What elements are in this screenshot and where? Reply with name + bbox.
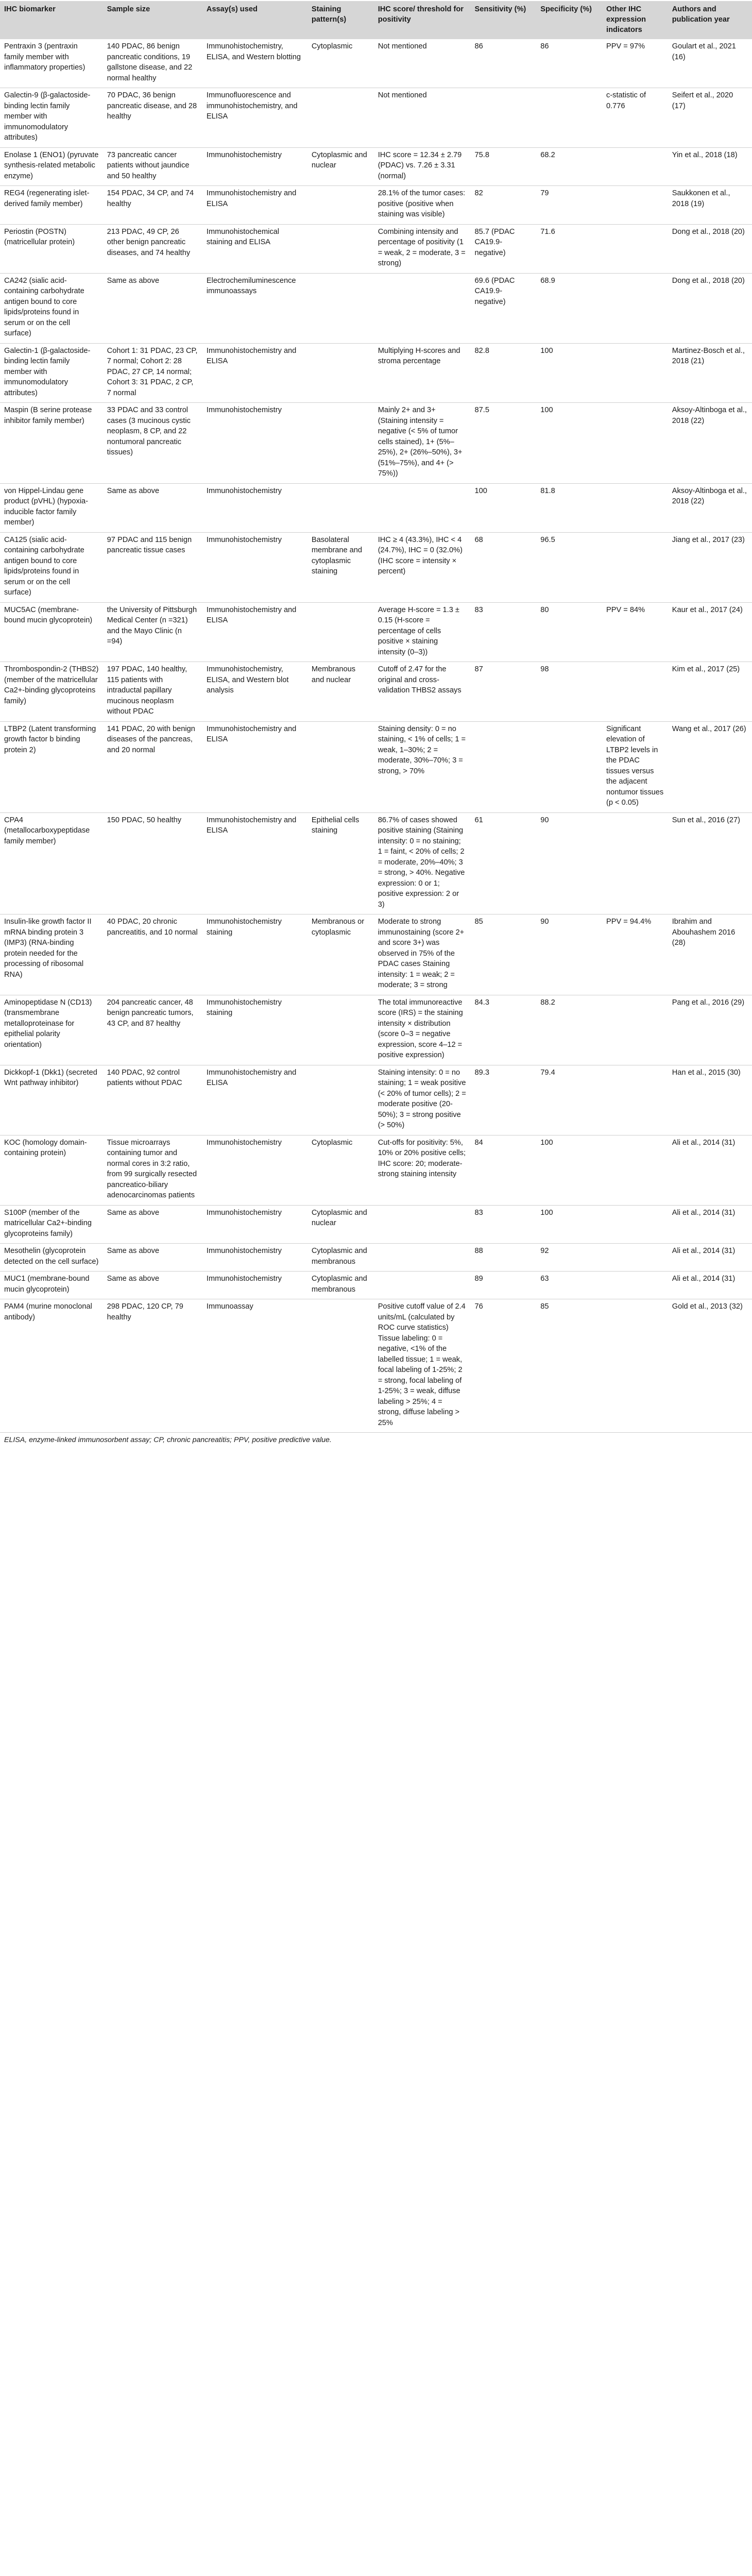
- reference-cell: Kim et al., 2017 (25): [668, 662, 752, 722]
- table-row: [0, 273, 752, 343]
- score-cell: The total immunoreactive score (IRS) = the staining intensity × distribution (score 0–3 = negative expression, score 4–12 = positive expression): [374, 995, 471, 1065]
- specificity-cell: 100: [536, 1135, 602, 1205]
- sensitivity-cell: 89: [471, 1272, 537, 1299]
- sensitivity-cell: [471, 88, 537, 148]
- specificity-cell: 81.8: [536, 483, 602, 532]
- assay-cell: Immunofluorescence and immunohistochemistry, and ELISA: [202, 88, 307, 148]
- specificity-cell: 71.6: [536, 224, 602, 273]
- sample-size-cell: 40 PDAC, 20 chronic pancreatitis, and 10 normal: [103, 914, 202, 995]
- reference-cell: Ali et al., 2014 (31): [668, 1205, 752, 1244]
- other-indicators-cell: [602, 186, 668, 225]
- staining-cell: Basolateral membrane and cytoplasmic staining: [307, 532, 374, 602]
- table-row: [0, 88, 752, 148]
- table-row: [0, 1244, 752, 1272]
- score-cell: [374, 1244, 471, 1272]
- staining-cell: [307, 224, 374, 273]
- score-cell: Cut-offs for positivity: 5%, 10% or 20% positive cells; IHC score: 20; moderate-strong staining intensity: [374, 1135, 471, 1205]
- column-header: IHC score/ threshold for positivity: [374, 1, 471, 39]
- score-cell: [374, 483, 471, 532]
- sensitivity-cell: 68: [471, 532, 537, 602]
- assay-cell: Immunohistochemistry staining: [202, 914, 307, 995]
- staining-cell: [307, 1065, 374, 1135]
- score-cell: Not mentioned: [374, 39, 471, 88]
- sample-size-cell: Tissue microarrays containing tumor and normal cores in 3:2 ratio, from 99 surgically resected pancreatico-biliary adenocarcinomas patients: [103, 1135, 202, 1205]
- sensitivity-cell: 89.3: [471, 1065, 537, 1135]
- sensitivity-cell: 87: [471, 662, 537, 722]
- reference-cell: Dong et al., 2018 (20): [668, 273, 752, 343]
- sample-size-cell: 213 PDAC, 49 CP, 26 other benign pancreatic diseases, and 74 healthy: [103, 224, 202, 273]
- table-row: [0, 721, 752, 812]
- sensitivity-cell: 88: [471, 1244, 537, 1272]
- score-cell: [374, 1205, 471, 1244]
- specificity-cell: 96.5: [536, 532, 602, 602]
- staining-cell: Membranous or cytoplasmic: [307, 914, 374, 995]
- sample-size-cell: Same as above: [103, 273, 202, 343]
- column-header: IHC biomarker: [0, 1, 103, 39]
- reference-cell: Aksoy-Altinboga et al., 2018 (22): [668, 403, 752, 484]
- assay-cell: Immunohistochemistry: [202, 403, 307, 484]
- specificity-cell: 86: [536, 39, 602, 88]
- sensitivity-cell: 85: [471, 914, 537, 995]
- column-header: Authors and publication year: [668, 1, 752, 39]
- assay-cell: Immunohistochemistry and ELISA: [202, 602, 307, 662]
- sample-size-cell: 33 PDAC and 33 control cases (3 mucinous cystic neoplasm, 8 CP, and 22 nontumoral pancreatic tissues): [103, 403, 202, 484]
- score-cell: Cutoff of 2.47 for the original and cross-validation THBS2 assays: [374, 662, 471, 722]
- assay-cell: Electrochemiluminescence immunoassays: [202, 273, 307, 343]
- sample-size-cell: the University of Pittsburgh Medical Center (n =321) and the Mayo Clinic (n =94): [103, 602, 202, 662]
- reference-cell: Han et al., 2015 (30): [668, 1065, 752, 1135]
- score-cell: Staining density: 0 = no staining, < 1% of cells; 1 = weak, 1–30%; 2 = moderate, 30%–70%; 3 = strong, > 70%: [374, 721, 471, 812]
- reference-cell: Yin et al., 2018 (18): [668, 147, 752, 186]
- assay-cell: Immunohistochemistry and ELISA: [202, 1065, 307, 1135]
- table-row: [0, 995, 752, 1065]
- other-indicators-cell: [602, 343, 668, 403]
- reference-cell: Goulart et al., 2021 (16): [668, 39, 752, 88]
- staining-cell: [307, 186, 374, 225]
- specificity-cell: 90: [536, 812, 602, 914]
- specificity-cell: [536, 721, 602, 812]
- sensitivity-cell: 87.5: [471, 403, 537, 484]
- score-cell: [374, 273, 471, 343]
- sample-size-cell: Same as above: [103, 483, 202, 532]
- score-cell: Not mentioned: [374, 88, 471, 148]
- staining-cell: [307, 483, 374, 532]
- table-row: [0, 914, 752, 995]
- specificity-cell: [536, 88, 602, 148]
- other-indicators-cell: PPV = 84%: [602, 602, 668, 662]
- score-cell: IHC ≥ 4 (43.3%), IHC < 4 (24.7%), IHC = 0 (32.0%) (IHC score = intensity × percent): [374, 532, 471, 602]
- other-indicators-cell: [602, 147, 668, 186]
- table-row: [0, 602, 752, 662]
- staining-cell: Cytoplasmic: [307, 1135, 374, 1205]
- assay-cell: Immunohistochemistry staining: [202, 995, 307, 1065]
- staining-cell: Cytoplasmic: [307, 39, 374, 88]
- reference-cell: Seifert et al., 2020 (17): [668, 88, 752, 148]
- assay-cell: Immunohistochemistry and ELISA: [202, 343, 307, 403]
- score-cell: Staining intensity: 0 = no staining; 1 = weak positive (< 20% of tumor cells); 2 = moderate positive (20-50%); 3 = strong positive (> 50%): [374, 1065, 471, 1135]
- sample-size-cell: 140 PDAC, 86 benign pancreatic conditions, 19 gallstone disease, and 22 normal healthy: [103, 39, 202, 88]
- assay-cell: Immunohistochemistry: [202, 483, 307, 532]
- table-row: [0, 483, 752, 532]
- other-indicators-cell: [602, 483, 668, 532]
- score-cell: Positive cutoff value of 2.4 units/mL (calculated by ROC curve statistics) Tissue labeling: 0 = negative, <1% of the labelled tissue; 1 = weak, focal labeling of 1-25%; 2 = strong, focal labeling of 1-25%; 3 = weak, diffuse labeling > 25%; 4 = strong, diffuse labeling > 25%: [374, 1299, 471, 1433]
- specificity-cell: 88.2: [536, 995, 602, 1065]
- sample-size-cell: 154 PDAC, 34 CP, and 74 healthy: [103, 186, 202, 225]
- sensitivity-cell: 86: [471, 39, 537, 88]
- other-indicators-cell: [602, 273, 668, 343]
- staining-cell: [307, 602, 374, 662]
- assay-cell: Immunohistochemistry and ELISA: [202, 721, 307, 812]
- staining-cell: [307, 343, 374, 403]
- biomarker-cell: Enolase 1 (ENO1) (pyruvate synthesis-related metabolic enzyme): [0, 147, 103, 186]
- table-row: [0, 662, 752, 722]
- sensitivity-cell: 85.7 (PDAC CA19.9-negative): [471, 224, 537, 273]
- other-indicators-cell: [602, 532, 668, 602]
- specificity-cell: 85: [536, 1299, 602, 1433]
- sensitivity-cell: 84.3: [471, 995, 537, 1065]
- sample-size-cell: 197 PDAC, 140 healthy, 115 patients with intraductal papillary mucinous neoplasm without PDAC: [103, 662, 202, 722]
- sample-size-cell: 140 PDAC, 92 control patients without PDAC: [103, 1065, 202, 1135]
- sample-size-cell: 204 pancreatic cancer, 48 benign pancreatic tumors, 43 CP, and 87 healthy: [103, 995, 202, 1065]
- sensitivity-cell: 76: [471, 1299, 537, 1433]
- score-cell: Mainly 2+ and 3+ (Staining intensity = negative (< 5% of tumor cells stained), 1+ (5%–25%), 2+ (26%–50%), 3+ (51%–75%), and 4+ (> 75%)): [374, 403, 471, 484]
- sample-size-cell: 150 PDAC, 50 healthy: [103, 812, 202, 914]
- biomarker-cell: von Hippel-Lindau gene product (pVHL) (hypoxia-inducible factor family member): [0, 483, 103, 532]
- reference-cell: Pang et al., 2016 (29): [668, 995, 752, 1065]
- other-indicators-cell: [602, 1272, 668, 1299]
- biomarker-cell: KOC (homology domain-containing protein): [0, 1135, 103, 1205]
- other-indicators-cell: PPV = 94.4%: [602, 914, 668, 995]
- assay-cell: Immunohistochemistry: [202, 1272, 307, 1299]
- score-cell: Multiplying H-scores and stroma percentage: [374, 343, 471, 403]
- reference-cell: Ali et al., 2014 (31): [668, 1135, 752, 1205]
- sensitivity-cell: 82: [471, 186, 537, 225]
- score-cell: 86.7% of cases showed positive staining (Staining intensity: 0 = no staining; 1 = faint, < 20% of cells; 2 = moderate, 20%–40%; 3 = strong, > 40%. Negative expression: 0 or 1; positive expression: 2 or 3): [374, 812, 471, 914]
- assay-cell: Immunohistochemistry and ELISA: [202, 186, 307, 225]
- score-cell: Moderate to strong immunostaining (score 2+ and score 3+) was observed in 75% of the PDAC cases Staining intensity: 1 = weak; 2 = moderate; 3 = strong: [374, 914, 471, 995]
- table-header: [0, 1, 752, 39]
- specificity-cell: 79: [536, 186, 602, 225]
- table-row: [0, 186, 752, 225]
- other-indicators-cell: PPV = 97%: [602, 39, 668, 88]
- sample-size-cell: Cohort 1: 31 PDAC, 23 CP, 7 normal; Cohort 2: 28 PDAC, 27 CP, 14 normal; Cohort 3: 31 PDAC, 2 CP, 7 normal: [103, 343, 202, 403]
- sensitivity-cell: 100: [471, 483, 537, 532]
- staining-cell: [307, 88, 374, 148]
- table-footnote: ELISA, enzyme-linked immunosorbent assay; CP, chronic pancreatitis; PPV, positive predictive value.: [4, 1436, 332, 1444]
- staining-cell: [307, 403, 374, 484]
- assay-cell: Immunohistochemistry: [202, 147, 307, 186]
- biomarker-cell: Thrombospondin-2 (THBS2) (member of the matricellular Ca2+-binding glycoproteins family): [0, 662, 103, 722]
- biomarker-cell: Aminopeptidase N (CD13) (transmembrane metalloproteinase for epithelial polarity orientation): [0, 995, 103, 1065]
- staining-cell: Epithelial cells staining: [307, 812, 374, 914]
- other-indicators-cell: [602, 224, 668, 273]
- biomarker-cell: CA125 (sialic acid-containing carbohydrate antigen bound to core lipids/proteins found in serum or on the cell surface): [0, 532, 103, 602]
- sample-size-cell: Same as above: [103, 1244, 202, 1272]
- biomarker-cell: LTBP2 (Latent transforming growth factor b binding protein 2): [0, 721, 103, 812]
- biomarker-cell: S100P (member of the matricellular Ca2+-binding glycoproteins family): [0, 1205, 103, 1244]
- table-row: [0, 1065, 752, 1135]
- table-row: [0, 343, 752, 403]
- specificity-cell: 100: [536, 1205, 602, 1244]
- specificity-cell: 68.9: [536, 273, 602, 343]
- score-cell: Average H-score = 1.3 ± 0.15 (H-score = percentage of cells positive × staining intensity (0–3)): [374, 602, 471, 662]
- sensitivity-cell: 83: [471, 602, 537, 662]
- other-indicators-cell: [602, 1135, 668, 1205]
- sensitivity-cell: 69.6 (PDAC CA19.9-negative): [471, 273, 537, 343]
- column-header: Other IHC expression indicators: [602, 1, 668, 39]
- assay-cell: Immunohistochemistry, ELISA, and Western blotting: [202, 39, 307, 88]
- other-indicators-cell: Significant elevation of LTBP2 levels in the PDAC tissues versus the adjacent nontumor tissues (p < 0.05): [602, 721, 668, 812]
- assay-cell: Immunoassay: [202, 1299, 307, 1433]
- assay-cell: Immunohistochemistry: [202, 1205, 307, 1244]
- reference-cell: Ali et al., 2014 (31): [668, 1272, 752, 1299]
- biomarker-cell: Galectin-1 (β-galactoside-binding lectin family member with immunomodulatory attributes): [0, 343, 103, 403]
- other-indicators-cell: [602, 1065, 668, 1135]
- staining-cell: Cytoplasmic and nuclear: [307, 1205, 374, 1244]
- sample-size-cell: Same as above: [103, 1272, 202, 1299]
- other-indicators-cell: [602, 812, 668, 914]
- table-row: [0, 1205, 752, 1244]
- table-body: [0, 39, 752, 1433]
- staining-cell: [307, 1299, 374, 1433]
- column-header: Assay(s) used: [202, 1, 307, 39]
- staining-cell: [307, 273, 374, 343]
- biomarker-cell: CPA4 (metallocarboxypeptidase family member): [0, 812, 103, 914]
- other-indicators-cell: [602, 1299, 668, 1433]
- table-row: [0, 147, 752, 186]
- table-row: [0, 224, 752, 273]
- assay-cell: Immunohistochemical staining and ELISA: [202, 224, 307, 273]
- assay-cell: Immunohistochemistry, ELISA, and Western blot analysis: [202, 662, 307, 722]
- specificity-cell: 100: [536, 343, 602, 403]
- reference-cell: Dong et al., 2018 (20): [668, 224, 752, 273]
- sample-size-cell: 97 PDAC and 115 benign pancreatic tissue cases: [103, 532, 202, 602]
- biomarker-cell: REG4 (regenerating islet-derived family member): [0, 186, 103, 225]
- assay-cell: Immunohistochemistry and ELISA: [202, 812, 307, 914]
- other-indicators-cell: [602, 1205, 668, 1244]
- column-header: Staining pattern(s): [307, 1, 374, 39]
- reference-cell: Martinez-Bosch et al., 2018 (21): [668, 343, 752, 403]
- reference-cell: Jiang et al., 2017 (23): [668, 532, 752, 602]
- specificity-cell: 79.4: [536, 1065, 602, 1135]
- biomarker-cell: Periostin (POSTN) (matricellular protein): [0, 224, 103, 273]
- score-cell: [374, 1272, 471, 1299]
- staining-cell: Cytoplasmic and membranous: [307, 1272, 374, 1299]
- specificity-cell: 63: [536, 1272, 602, 1299]
- table-row: [0, 1135, 752, 1205]
- assay-cell: Immunohistochemistry: [202, 532, 307, 602]
- table-row: [0, 1272, 752, 1299]
- sample-size-cell: Same as above: [103, 1205, 202, 1244]
- staining-cell: Cytoplasmic and membranous: [307, 1244, 374, 1272]
- reference-cell: Ali et al., 2014 (31): [668, 1244, 752, 1272]
- column-header: Specificity (%): [536, 1, 602, 39]
- other-indicators-cell: [602, 662, 668, 722]
- specificity-cell: 68.2: [536, 147, 602, 186]
- staining-cell: Cytoplasmic and nuclear: [307, 147, 374, 186]
- sensitivity-cell: 83: [471, 1205, 537, 1244]
- specificity-cell: 100: [536, 403, 602, 484]
- score-cell: Combining intensity and percentage of positivity (1 = weak, 2 = moderate, 3 = strong): [374, 224, 471, 273]
- sensitivity-cell: 61: [471, 812, 537, 914]
- specificity-cell: 98: [536, 662, 602, 722]
- sample-size-cell: 141 PDAC, 20 with benign diseases of the pancreas, and 20 normal: [103, 721, 202, 812]
- biomarker-cell: Galectin-9 (β-galactoside-binding lectin family member with immunomodulatory attributes): [0, 88, 103, 148]
- reference-cell: Kaur et al., 2017 (24): [668, 602, 752, 662]
- assay-cell: Immunohistochemistry: [202, 1244, 307, 1272]
- reference-cell: Gold et al., 2013 (32): [668, 1299, 752, 1433]
- other-indicators-cell: [602, 403, 668, 484]
- score-cell: 28.1% of the tumor cases: positive (positive when staining was visible): [374, 186, 471, 225]
- sample-size-cell: 73 pancreatic cancer patients without jaundice and 50 healthy: [103, 147, 202, 186]
- staining-cell: [307, 995, 374, 1065]
- reference-cell: Saukkonen et al., 2018 (19): [668, 186, 752, 225]
- sample-size-cell: 70 PDAC, 36 benign pancreatic disease, and 28 healthy: [103, 88, 202, 148]
- specificity-cell: 80: [536, 602, 602, 662]
- sample-size-cell: 298 PDAC, 120 CP, 79 healthy: [103, 1299, 202, 1433]
- sensitivity-cell: 84: [471, 1135, 537, 1205]
- specificity-cell: 90: [536, 914, 602, 995]
- assay-cell: Immunohistochemistry: [202, 1135, 307, 1205]
- score-cell: IHC score = 12.34 ± 2.79 (PDAC) vs. 7.26 ± 3.31 (normal): [374, 147, 471, 186]
- reference-cell: Ibrahim and Abouhashem 2016 (28): [668, 914, 752, 995]
- table-row: [0, 812, 752, 914]
- staining-cell: [307, 721, 374, 812]
- table-row: [0, 403, 752, 484]
- biomarker-cell: Insulin-like growth factor II mRNA binding protein 3 (IMP3) (RNA-binding protein needed for the processing of ribosomal RNA): [0, 914, 103, 995]
- other-indicators-cell: [602, 995, 668, 1065]
- reference-cell: Sun et al., 2016 (27): [668, 812, 752, 914]
- biomarker-cell: Maspin (B serine protease inhibitor family member): [0, 403, 103, 484]
- sensitivity-cell: 82.8: [471, 343, 537, 403]
- other-indicators-cell: [602, 1244, 668, 1272]
- biomarker-cell: PAM4 (murine monoclonal antibody): [0, 1299, 103, 1433]
- biomarker-cell: CA242 (sialic acid-containing carbohydrate antigen bound to core lipids/proteins found in serum or on the cell surface): [0, 273, 103, 343]
- table-row: [0, 39, 752, 88]
- table-row: [0, 1299, 752, 1433]
- reference-cell: Aksoy-Altinboga et al., 2018 (22): [668, 483, 752, 532]
- biomarker-cell: Dickkopf-1 (Dkk1) (secreted Wnt pathway inhibitor): [0, 1065, 103, 1135]
- column-header: Sensitivity (%): [471, 1, 537, 39]
- biomarker-cell: Mesothelin (glycoprotein detected on the cell surface): [0, 1244, 103, 1272]
- biomarker-table: [0, 1, 752, 1433]
- header-row: [0, 1, 752, 39]
- biomarker-cell: MUC5AC (membrane-bound mucin glycoprotein): [0, 602, 103, 662]
- reference-cell: Wang et al., 2017 (26): [668, 721, 752, 812]
- other-indicators-cell: c-statistic of 0.776: [602, 88, 668, 148]
- sensitivity-cell: [471, 721, 537, 812]
- biomarker-cell: Pentraxin 3 (pentraxin family member with inflammatory properties): [0, 39, 103, 88]
- specificity-cell: 92: [536, 1244, 602, 1272]
- table-row: [0, 532, 752, 602]
- column-header: Sample size: [103, 1, 202, 39]
- staining-cell: Membranous and nuclear: [307, 662, 374, 722]
- biomarker-cell: MUC1 (membrane-bound mucin glycoprotein): [0, 1272, 103, 1299]
- sensitivity-cell: 75.8: [471, 147, 537, 186]
